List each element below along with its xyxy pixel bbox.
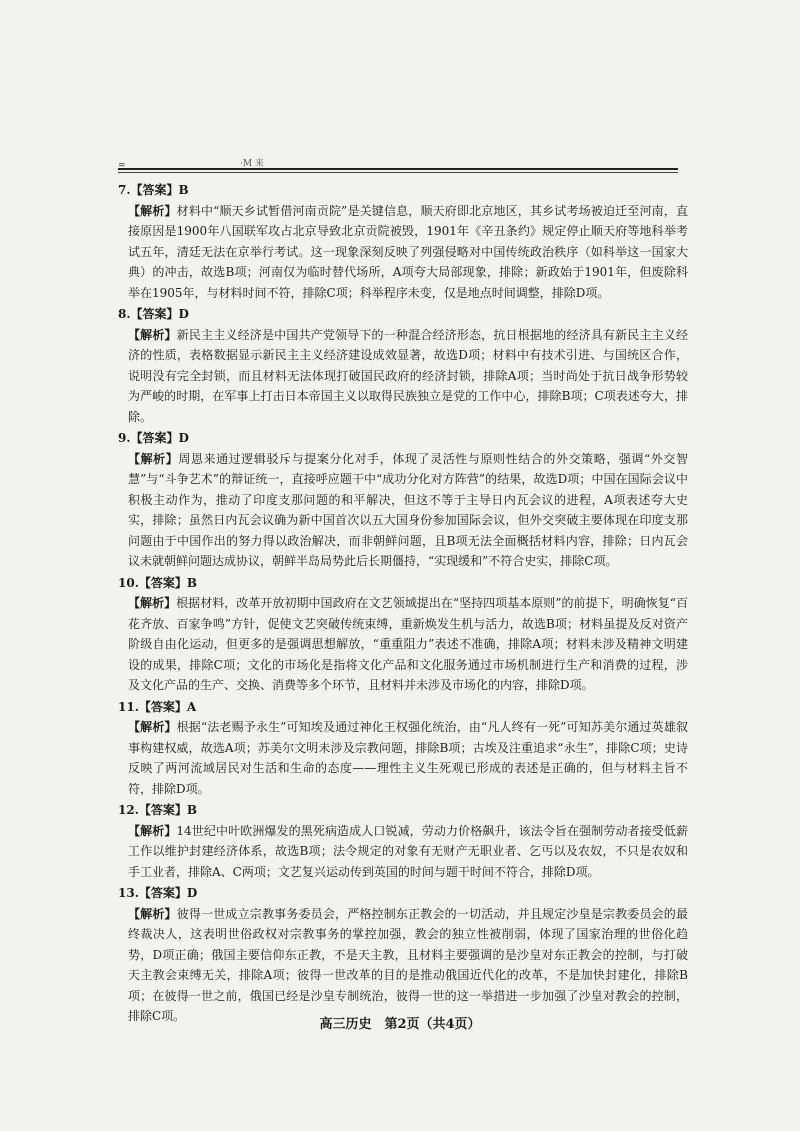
question-block-7 (118, 180, 688, 303)
analysis-paragraph (118, 449, 688, 572)
analysis-text: 材料中“顺天乡试暂借河南贡院”是关键信息，顺天府即北京地区，其乡试考场被迫迁至河南，直接原因是1900年八国联军攻占北京导致北京贡院被毁，1901年《辛丑条约》规定停止顺天府等地科举考试五年，清廷无法在京举行考试。这一现象深刻反映了列强侵略对中国传统政治秩序（如科举这一国家大典）的冲击，故选B项；河南仅为临时替代场所，A项夸大局部现象，排除；新政始于1901年，但废除科举在1905年，与材料时间不符，排除C项；科举程序未变，仅是地点时间调整，排除D项。 (128, 203, 688, 300)
question-block-9 (118, 428, 688, 572)
analysis-tag: 【解析】 (128, 327, 177, 342)
analysis-tag: 【解析】 (128, 596, 177, 610)
analysis-paragraph (118, 717, 688, 799)
question-block-8 (118, 304, 688, 427)
analysis-text: 周恩来通过逻辑驳斥与提案分化对手，体现了灵活性与原则性结合的外交策略，强调“外交智慧”与“斗争艺术”的辩证统一，直接呼应题干中“成功分化对方阵营”的结果，故选D项；中国在国际会议中积极主动作为，推动了印度支那问题的和平解决，但这不等于主导日内瓦会议的进程，A项表述夸大史实，排除；虽然日内瓦会议确为新中国首次以五大国身份参加国际会议，但外交突破主要体现在印度支那问题由于中国作出的努力得以政治解决，而非朝鲜问题，且B项无法全面概括材料内容，排除；日内瓦会议未就朝鲜问题达成协议，朝鲜半岛局势此后长期僵持，“实现缓和”不符合史实，排除C项。 (128, 451, 688, 568)
analysis-paragraph (118, 593, 688, 696)
analysis-tag: 【解析】 (128, 203, 177, 218)
analysis-tag: 【解析】 (128, 906, 177, 921)
analysis-paragraph (118, 821, 688, 883)
question-block-13 (118, 883, 688, 1027)
analysis-text: 新民主主义经济是中国共产党领导下的一种混合经济形态，抗日根据地的经济具有新民主主义经济的性质，表格数据显示新民主主义经济建设成效显著，故选D项；材料中有技术引进、与国统区合作，说明没有完全封锁，而且材料无法体现打破国民政府的经济封锁，排除A项；当时尚处于抗日战争形势较为严峻的时期，在军事上打击日本帝国主义以取得民族独立是党的工作中心，排除B项；C项表述夸大，排除。 (128, 327, 688, 424)
analysis-paragraph (118, 904, 688, 1027)
header-center-mark: ·M 来 (240, 159, 264, 169)
header-rule-thin (118, 172, 678, 173)
analysis-tag: 【解析】 (128, 451, 179, 466)
question-block-12 (118, 800, 688, 882)
answer-line: 7.【答案】B (118, 183, 189, 197)
analysis-text: 根据材料，改革开放初期中国政府在文艺领域提出在“坚持四项基本原则”的前提下，明确恢复“百花齐放、百家争鸣”方针，促使文艺突破传统束缚，重新焕发生机与活力，故选B项；材料虽提及反对资产阶级自由化运动，但更多的是强调思想解放，“重重阻力”表述不准确，排除A项；材料未涉及精神文明建设的成果，排除C项；文化的市场化是指将文化产品和文化服务通过市场机制进行生产和消费的过程，涉及文化产品的生产、交换、消费等多个环节，且材料并未涉及市场化的内容，排除D项。 (128, 596, 688, 692)
answer-line: 9.【答案】D (118, 431, 189, 445)
analysis-paragraph (118, 201, 688, 304)
answer-line: 10.【答案】B (118, 575, 198, 590)
analysis-text: 14世纪中叶欧洲爆发的黑死病造成人口锐减，劳动力价格飙升，该法令旨在强制劳动者接受低薪工作以维护封建经济体系，故选B项；法令规定的对象有无财产无职业者、乞丐以及农奴，不只是农奴和手工业者，排除A、C两项；文艺复兴运动传到英国的时间与题干时间不符合，排除D项。 (128, 823, 688, 879)
header-left-mark: = (118, 161, 126, 171)
page-footer: 高三历史 第2页（共4页） (319, 1017, 481, 1032)
analysis-tag: 【解析】 (128, 720, 177, 734)
header-rule (118, 168, 678, 170)
analysis-text: 彼得一世成立宗教事务委员会，严格控制东正教会的一切活动，并且规定沙皇是宗教委员会的最终裁决人，这表明世俗政权对宗教事务的掌控加强，教会的独立性被削弱，体现了国家治理的世俗化趋势，D项正确；俄国主要信仰东正教，不是天主教，且材料主要强调的是沙皇对东正教会的控制，与打破天主教会束缚无关，排除A项；彼得一世改革的目的是推动俄国近代化的改革，不是加快封建化，排除B项；在彼得一世之前，俄国已经是沙皇专制统治，彼得一世的这一举措进一步加强了沙皇对教会的控制，排除C项。 (128, 906, 688, 1023)
answer-line: 8.【答案】D (118, 307, 189, 321)
answer-line: 12.【答案】B (118, 803, 198, 817)
question-block-11 (118, 697, 688, 800)
analysis-tag: 【解析】 (128, 823, 177, 838)
question-block-10 (118, 573, 688, 696)
answer-line: 11.【答案】A (118, 699, 197, 714)
answer-content (118, 180, 688, 1028)
analysis-text: 根据“法老赐予永生”可知埃及通过神化王权强化统治，由“凡人终有一死”可知苏美尔通过英雄叙事构建权威，故选A项；苏美尔文明未涉及宗教问题，排除B项；古埃及注重追求“永生”，排除C项；史诗反映了两河流域居民对生活和生命的态度——理性主义生死观已形成的表述是正确的，但与材料主旨不符，排除D项。 (128, 720, 688, 796)
answer-line: 13.【答案】D (118, 886, 198, 900)
analysis-paragraph (118, 325, 688, 428)
